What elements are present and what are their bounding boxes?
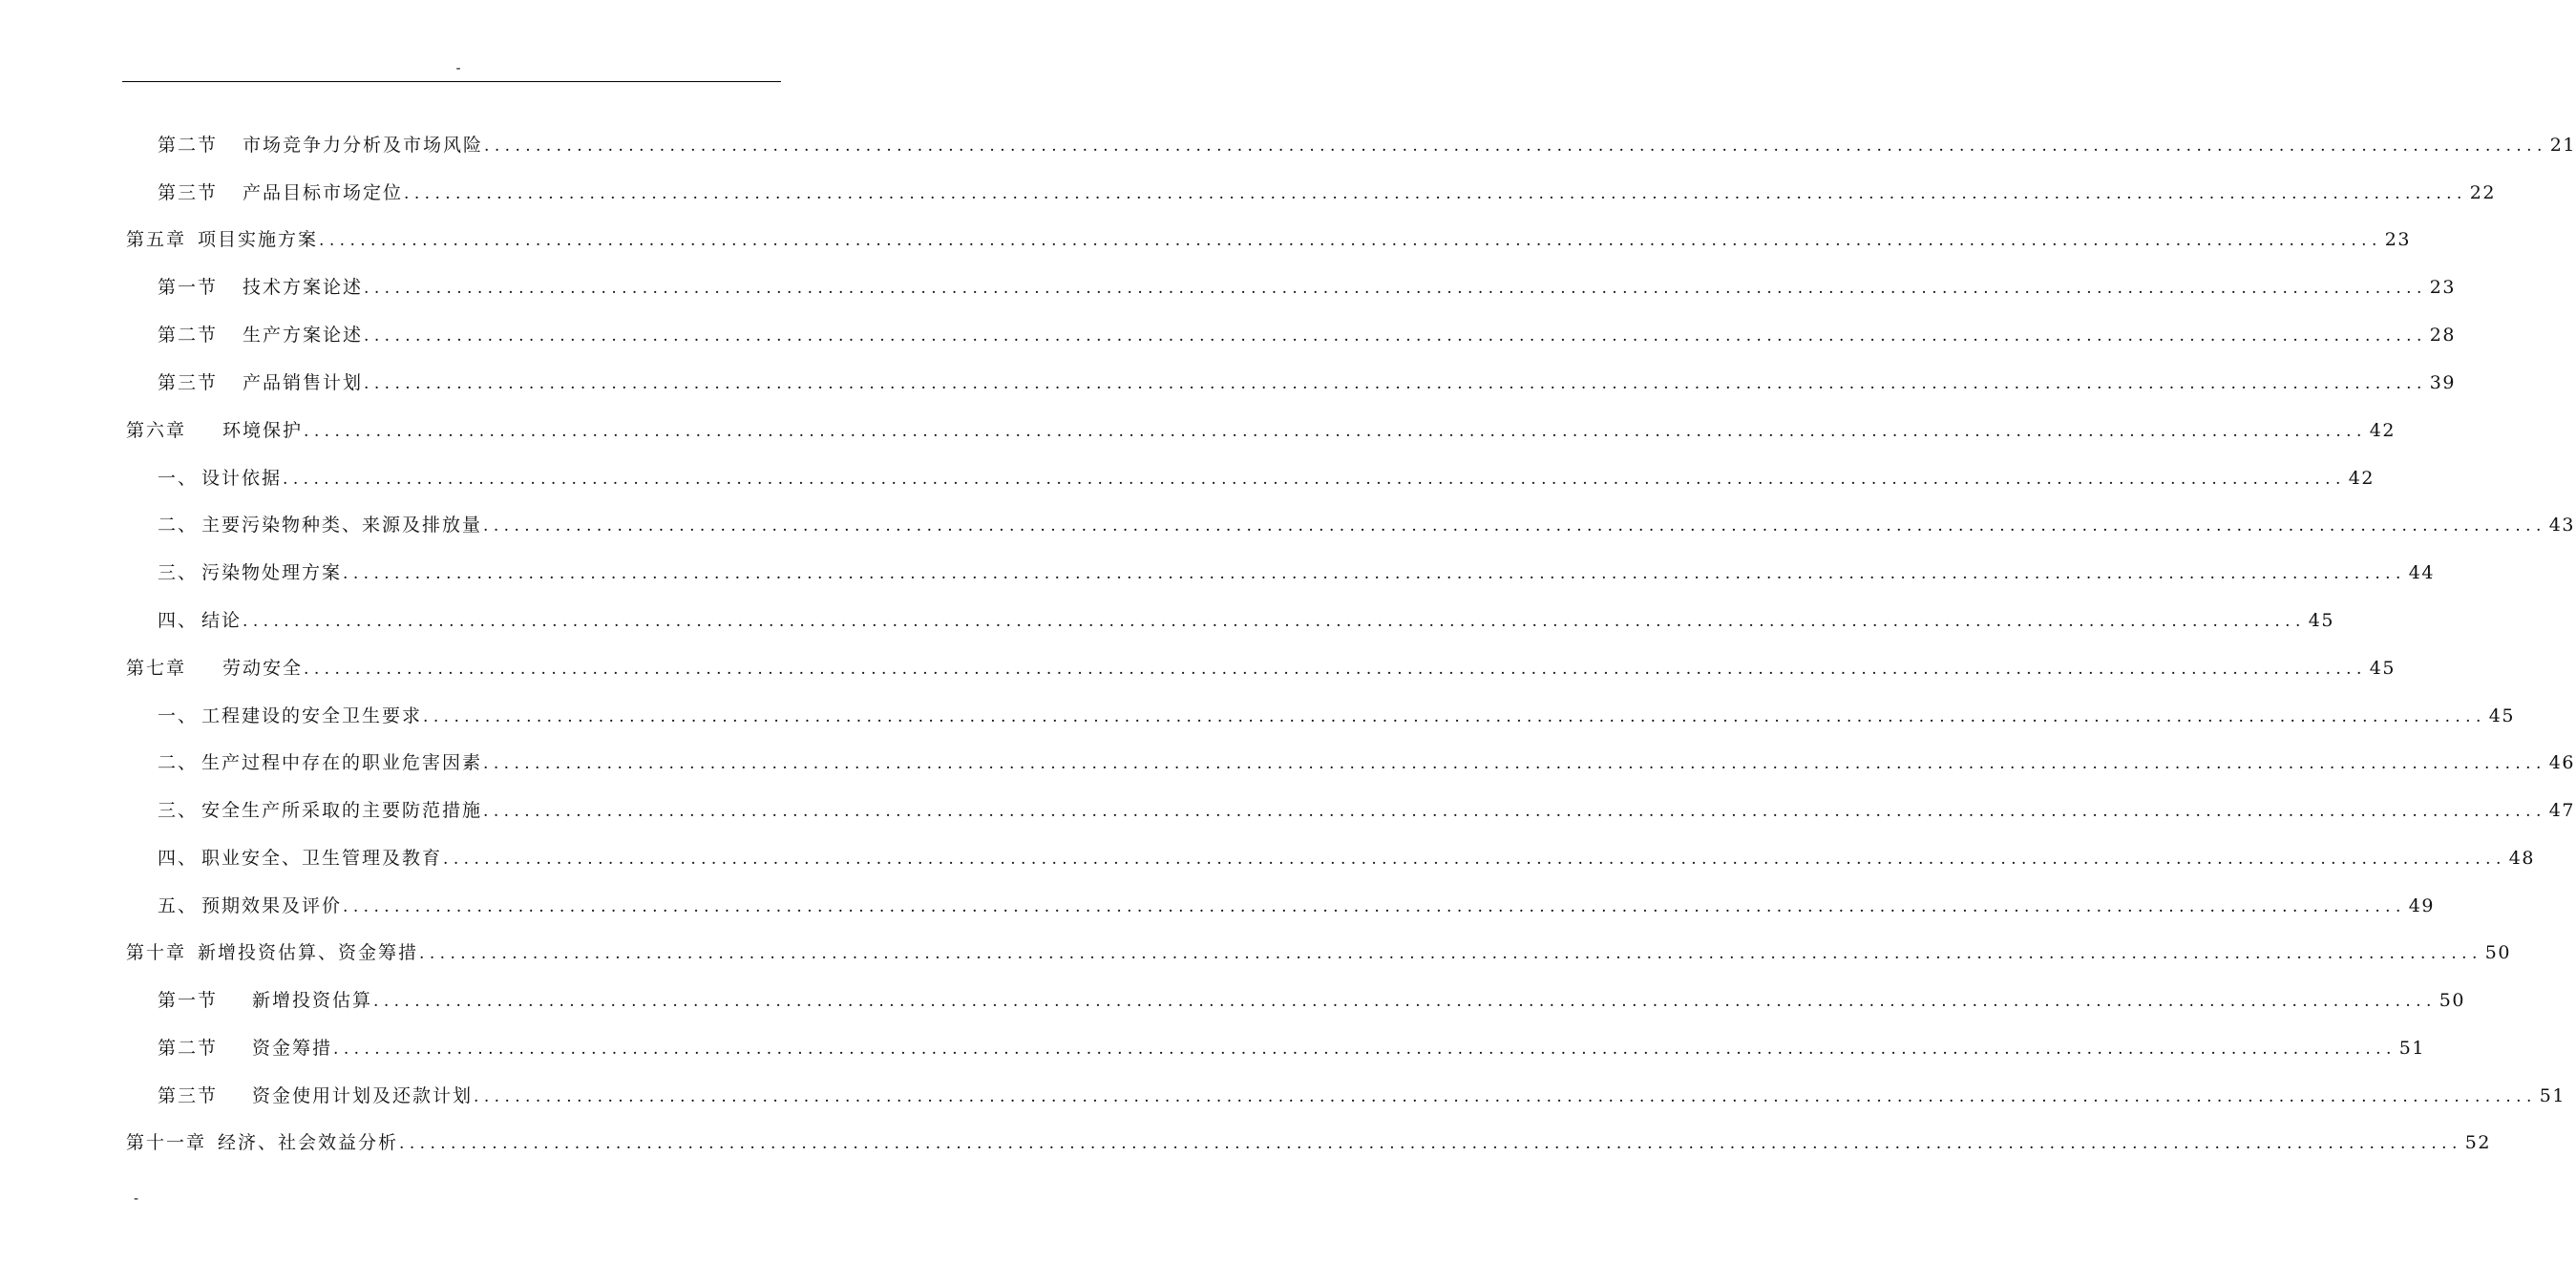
toc-entry[interactable] xyxy=(158,368,2456,397)
toc-entry-number: 第三节 xyxy=(158,372,219,393)
toc-entry-title: 资金筹措 xyxy=(252,1038,333,1059)
toc-entry-text xyxy=(158,748,482,777)
toc-page-number: 45 xyxy=(2488,705,2515,726)
toc-page-number: 51 xyxy=(2539,1085,2565,1106)
toc-entry[interactable] xyxy=(158,273,2456,302)
toc-entry[interactable] xyxy=(158,606,2334,635)
toc-dot-leader: ........................................................................................................................................................................................................ xyxy=(423,707,2486,726)
toc-entry-title: 安全生产所采取的主要防范措施 xyxy=(201,800,483,821)
toc-entry-text xyxy=(158,179,403,207)
toc-entry-title: 劳动安全 xyxy=(222,658,304,679)
toc-page-number: 47 xyxy=(2548,800,2575,821)
toc-entry-number: 三、 xyxy=(158,800,199,821)
toc-dot-leader: ........................................................................................................................................................................................................ xyxy=(283,470,2346,489)
toc-entry-text xyxy=(126,938,418,967)
toc-dot-leader: ........................................................................................................................................................................................................ xyxy=(483,754,2546,773)
toc-dot-leader: ........................................................................................................................................................................................................ xyxy=(319,231,2382,250)
toc-page-number: 22 xyxy=(2469,182,2496,203)
toc-page-number: 39 xyxy=(2429,372,2456,393)
toc-entry-number: 第三节 xyxy=(158,182,219,203)
toc-dot-leader: ........................................................................................................................................................................................................ xyxy=(373,992,2437,1011)
toc-entry-text xyxy=(158,606,242,635)
toc-dot-leader: ........................................................................................................................................................................................................ xyxy=(399,1134,2462,1153)
toc-dot-leader: ........................................................................................................................................................................................................ xyxy=(364,374,2427,393)
header-rule xyxy=(122,81,781,82)
toc-entry-text xyxy=(158,511,482,539)
toc-page-number: 23 xyxy=(2384,229,2411,250)
toc-dot-leader: ........................................................................................................................................................................................................ xyxy=(364,326,2427,346)
toc-dot-leader: ........................................................................................................................................................................................................ xyxy=(419,944,2482,963)
toc-entry[interactable] xyxy=(158,131,2576,159)
toc-page-number: 50 xyxy=(2439,990,2465,1011)
toc-entry-title: 资金使用计划及还款计划 xyxy=(252,1085,474,1106)
toc-entry-title: 污染物处理方案 xyxy=(201,562,343,583)
toc-page-number: 23 xyxy=(2429,277,2456,298)
toc-page-number: 21 xyxy=(2549,135,2576,156)
toc-entry[interactable] xyxy=(158,748,2575,777)
toc-entry-title: 环境保护 xyxy=(222,420,304,441)
toc-entry-title: 预期效果及评价 xyxy=(201,895,343,916)
toc-entry-number: 二、 xyxy=(158,752,199,773)
toc-page-number: 42 xyxy=(2348,468,2375,489)
toc-entry[interactable] xyxy=(158,558,2435,587)
toc-dot-leader: ........................................................................................................................................................................................................ xyxy=(483,802,2546,821)
toc-page-number: 48 xyxy=(2508,848,2535,869)
toc-entry-text xyxy=(158,796,482,825)
toc-entry-text xyxy=(158,1034,332,1062)
toc-entry-title: 设计依据 xyxy=(201,468,283,489)
toc-entry-number: 二、 xyxy=(158,515,199,536)
toc-entry-number: 一、 xyxy=(158,705,199,726)
toc-entry[interactable] xyxy=(158,702,2515,730)
toc-entry-number: 第六章 xyxy=(126,420,187,441)
toc-dot-leader: ........................................................................................................................................................................................................ xyxy=(364,279,2427,298)
toc-entry-number: 第一节 xyxy=(158,277,219,298)
toc-entry-title: 项目实施方案 xyxy=(198,229,319,250)
toc-entry[interactable] xyxy=(126,654,2396,683)
toc-entry-number: 第十章 xyxy=(126,942,187,963)
toc-entry-title: 主要污染物种类、来源及排放量 xyxy=(201,515,483,536)
toc-dot-leader: ........................................................................................................................................................................................................ xyxy=(343,897,2406,916)
footer-mark: - xyxy=(134,1191,139,1207)
toc-entry-number: 四、 xyxy=(158,610,199,631)
toc-entry-title: 新增投资估算、资金筹措 xyxy=(198,942,419,963)
toc-page-number: 44 xyxy=(2408,562,2435,583)
toc-entry-title: 结论 xyxy=(201,610,243,631)
toc-dot-leader: ........................................................................................................................................................................................................ xyxy=(333,1040,2397,1059)
toc-entry[interactable] xyxy=(158,511,2575,539)
toc-entry-number: 第三节 xyxy=(158,1085,219,1106)
toc-entry-text xyxy=(158,131,483,159)
toc-entry-text xyxy=(158,464,282,493)
toc-entry-text xyxy=(158,368,363,397)
toc-page-number: 43 xyxy=(2548,515,2575,536)
toc-entry-text xyxy=(158,844,442,873)
toc-entry[interactable] xyxy=(126,1128,2491,1157)
toc-entry-text xyxy=(158,986,372,1015)
toc-entry-text xyxy=(158,321,363,349)
toc-entry-title: 生产方案论述 xyxy=(243,325,364,346)
toc-entry-number: 五、 xyxy=(158,895,199,916)
toc-dot-leader: ........................................................................................................................................................................................................ xyxy=(404,184,2467,203)
toc-entry-title: 新增投资估算 xyxy=(252,990,373,1011)
toc-entry-number: 第五章 xyxy=(126,229,187,250)
toc-entry-title: 市场竞争力分析及市场风险 xyxy=(243,135,484,156)
toc-entry-number: 第二节 xyxy=(158,325,219,346)
toc-page-number: 28 xyxy=(2429,325,2456,346)
toc-page-number: 45 xyxy=(2308,610,2334,631)
toc-entry-number: 第一节 xyxy=(158,990,219,1011)
toc-page-number: 51 xyxy=(2398,1038,2425,1059)
toc-entry[interactable] xyxy=(158,464,2375,493)
toc-entry-number: 第七章 xyxy=(126,658,187,679)
toc-page-number: 49 xyxy=(2408,895,2435,916)
toc-entry-number: 四、 xyxy=(158,848,199,869)
toc-entry-number: 第二节 xyxy=(158,1038,219,1059)
toc-entry[interactable] xyxy=(126,938,2511,967)
toc-entry-text xyxy=(126,416,303,445)
toc-entry-number: 三、 xyxy=(158,562,199,583)
header-mark: - xyxy=(455,61,461,76)
toc-entry[interactable] xyxy=(158,986,2465,1015)
toc-entry[interactable] xyxy=(158,844,2535,873)
toc-dot-leader: ........................................................................................................................................................................................................ xyxy=(304,422,2367,441)
toc-entry-title: 产品销售计划 xyxy=(243,372,364,393)
toc-entry-text xyxy=(158,273,363,302)
toc-entry[interactable] xyxy=(158,321,2456,349)
toc-entry[interactable] xyxy=(126,225,2411,254)
toc-entry-text xyxy=(126,654,303,683)
toc-dot-leader: ........................................................................................................................................................................................................ xyxy=(483,516,2546,536)
toc-entry-title: 生产过程中存在的职业危害因素 xyxy=(201,752,483,773)
toc-page-number: 50 xyxy=(2484,942,2511,963)
toc-entry-title: 技术方案论述 xyxy=(243,277,364,298)
toc-entry-title: 工程建设的安全卫生要求 xyxy=(201,705,423,726)
toc-entry-title: 产品目标市场定位 xyxy=(243,182,404,203)
toc-entry-text xyxy=(126,1128,398,1157)
toc-entry[interactable] xyxy=(126,416,2396,445)
toc-entry-text xyxy=(158,702,422,730)
toc-entry-text xyxy=(158,1082,473,1110)
toc-entry[interactable] xyxy=(158,1034,2425,1062)
toc-entry-number: 一、 xyxy=(158,468,199,489)
toc-entry-number: 第十一章 xyxy=(126,1132,207,1153)
toc-page-number: 42 xyxy=(2369,420,2396,441)
toc-dot-leader: ........................................................................................................................................................................................................ xyxy=(474,1087,2537,1106)
toc-page-number: 46 xyxy=(2548,752,2575,773)
toc-dot-leader: ........................................................................................................................................................................................................ xyxy=(484,137,2547,156)
toc-page-number: 45 xyxy=(2369,658,2396,679)
toc-dot-leader: ........................................................................................................................................................................................................ xyxy=(443,850,2506,869)
toc-page-number: 52 xyxy=(2464,1132,2491,1153)
toc-entry-title: 职业安全、卫生管理及教育 xyxy=(201,848,443,869)
toc-entry-text xyxy=(158,558,342,587)
toc-entry[interactable] xyxy=(158,179,2496,207)
toc-entry-text xyxy=(158,892,342,920)
toc-entry[interactable] xyxy=(158,796,2575,825)
toc-dot-leader: ........................................................................................................................................................................................................ xyxy=(304,660,2367,679)
toc-entry-title: 经济、社会效益分析 xyxy=(218,1132,399,1153)
toc-dot-leader: ........................................................................................................................................................................................................ xyxy=(343,564,2406,583)
toc-entry[interactable] xyxy=(158,892,2435,920)
toc-entry-text xyxy=(126,225,318,254)
toc-dot-leader: ........................................................................................................................................................................................................ xyxy=(243,612,2306,631)
toc-entry[interactable] xyxy=(158,1082,2565,1110)
toc-entry-number: 第二节 xyxy=(158,135,219,156)
